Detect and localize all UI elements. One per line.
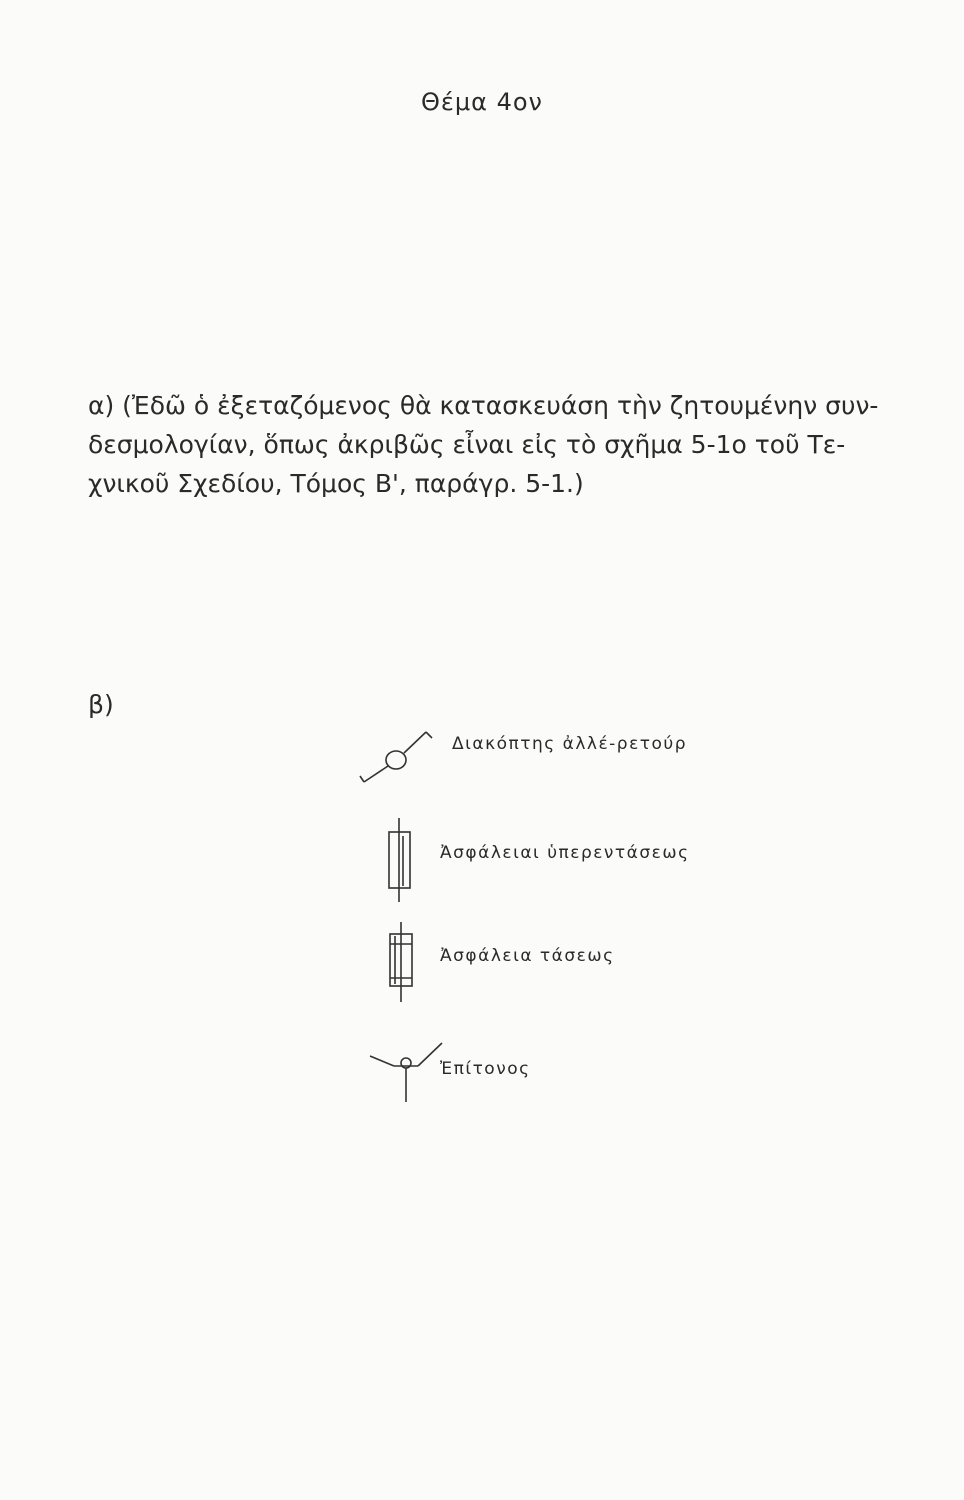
alle-retour-switch-label: Διακόπτης ἀλλέ-ρετούρ	[452, 734, 688, 754]
part-b-label: β)	[88, 690, 114, 719]
part-a-line: χνικοῦ Σχεδίου, Τόμος Β', παράγρ. 5-1.)	[88, 469, 584, 498]
page-title: Θέμα 4ον	[421, 88, 543, 116]
wall-lamp-label: Ἐπίτονος	[440, 1059, 531, 1079]
alle-retour-switch-icon	[358, 718, 438, 788]
voltage-fuse-label: Ἀσφάλεια τάσεως	[440, 946, 615, 966]
part-a-line: α) (Ἐδῶ ὁ ἐξεταζόμενος θὰ κατασκευάση τὴν ζητουμένην συν-	[88, 391, 879, 420]
overvoltage-fuse-icon	[386, 816, 416, 906]
wall-lamp-icon	[366, 1040, 448, 1106]
part-a-line: δεσμολογίαν, ὅπως ἀκριβῶς εἶναι εἰς τὸ σχῆμα 5-1ο τοῦ Τε-	[88, 430, 846, 459]
overvoltage-fuse-label: Ἀσφάλειαι ὑπερεντάσεως	[440, 843, 690, 863]
voltage-fuse-icon	[386, 920, 418, 1006]
part-a-paragraph	[88, 386, 908, 503]
